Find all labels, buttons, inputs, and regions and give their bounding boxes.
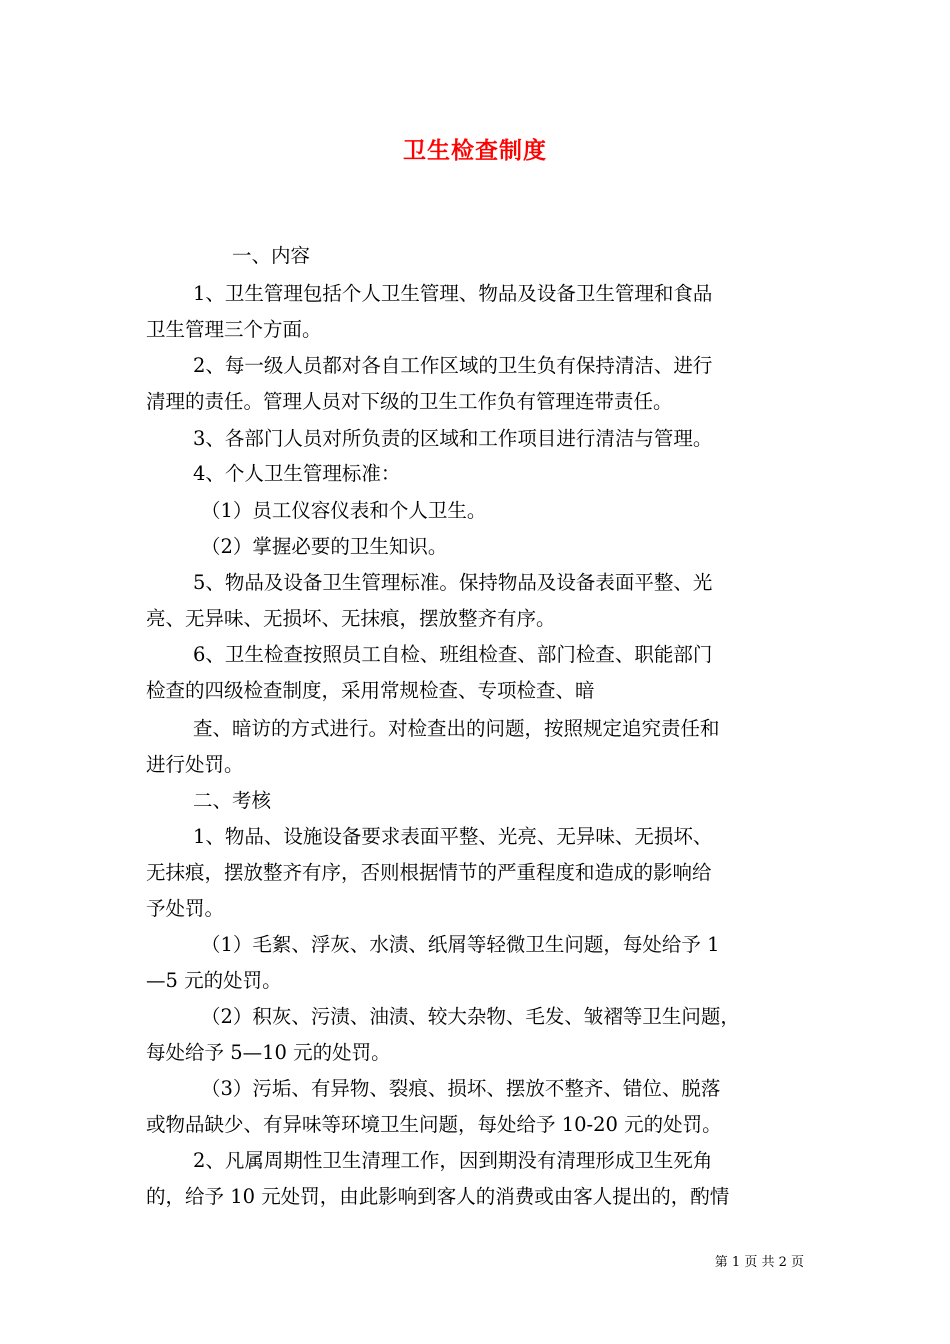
paragraph-line: 1、物品、设施设备要求表面平整、光亮、无异味、无损坏、 [193, 825, 713, 848]
paragraph-line: 2、凡属周期性卫生清理工作，因到期没有清理形成卫生死角 [193, 1149, 713, 1172]
paragraph-line: （1）毛絮、浮灰、水渍、纸屑等轻微卫生问题，每处给予 1 [201, 933, 720, 956]
paragraph-line: （2）积灰、污渍、油渍、较大杂物、毛发、皱褶等卫生问题， [201, 1005, 740, 1028]
paragraph-line: —5 元的处罚。 [146, 969, 282, 992]
paragraph-line: 每处给予 5—10 元的处罚。 [146, 1041, 391, 1064]
paragraph-line: 清理的责任。管理人员对下级的卫生工作负有管理连带责任。 [146, 390, 673, 413]
paragraph-line: 或物品缺少、有异味等环境卫生问题，每处给予 10-20 元的处罚。 [146, 1113, 722, 1136]
paragraph-line: （3）污垢、有异物、裂痕、损坏、摆放不整齐、错位、脱落 [201, 1077, 721, 1100]
paragraph-line: 无抹痕，摆放整齐有序，否则根据情节的严重程度和造成的影响给 [146, 861, 712, 884]
paragraph-line: 2、每一级人员都对各自工作区域的卫生负有保持清洁、进行 [193, 354, 713, 377]
section-heading-content: 一、内容 [232, 244, 311, 267]
paragraph-line: （1）员工仪容仪表和个人卫生。 [201, 499, 487, 522]
paragraph-line: 5、物品及设备卫生管理标准。保持物品及设备表面平整、光 [193, 571, 713, 594]
page-number-footer: 第 1 页 共 2 页 [714, 1255, 804, 1270]
paragraph-line: 1、卫生管理包括个人卫生管理、物品及设备卫生管理和食品 [193, 282, 713, 305]
paragraph-line: 的，给予 10 元处罚，由此影响到客人的消费或由客人提出的，酌情 [146, 1185, 730, 1208]
paragraph-line: 3、各部门人员对所负责的区域和工作项目进行清洁与管理。 [193, 427, 713, 450]
paragraph-line: 亮、无异味、无损坏、无抹痕，摆放整齐有序。 [146, 607, 556, 630]
paragraph-line: 予处罚。 [146, 897, 225, 920]
paragraph-line: （2）掌握必要的卫生知识。 [201, 535, 448, 558]
paragraph-line: 查、暗访的方式进行。对检查出的问题，按照规定追究责任和 [193, 717, 720, 740]
paragraph-line: 进行处罚。 [146, 753, 244, 776]
paragraph-line: 检查的四级检查制度，采用常规检查、专项检查、暗 [146, 679, 595, 702]
paragraph-line: 卫生管理三个方面。 [146, 318, 322, 341]
section-heading-assessment: 二、考核 [193, 789, 272, 812]
document-title: 卫生检查制度 [403, 137, 547, 164]
paragraph-line: 4、个人卫生管理标准： [193, 462, 401, 485]
paragraph-line: 6、卫生检查按照员工自检、班组检查、部门检查、职能部门 [193, 643, 713, 666]
